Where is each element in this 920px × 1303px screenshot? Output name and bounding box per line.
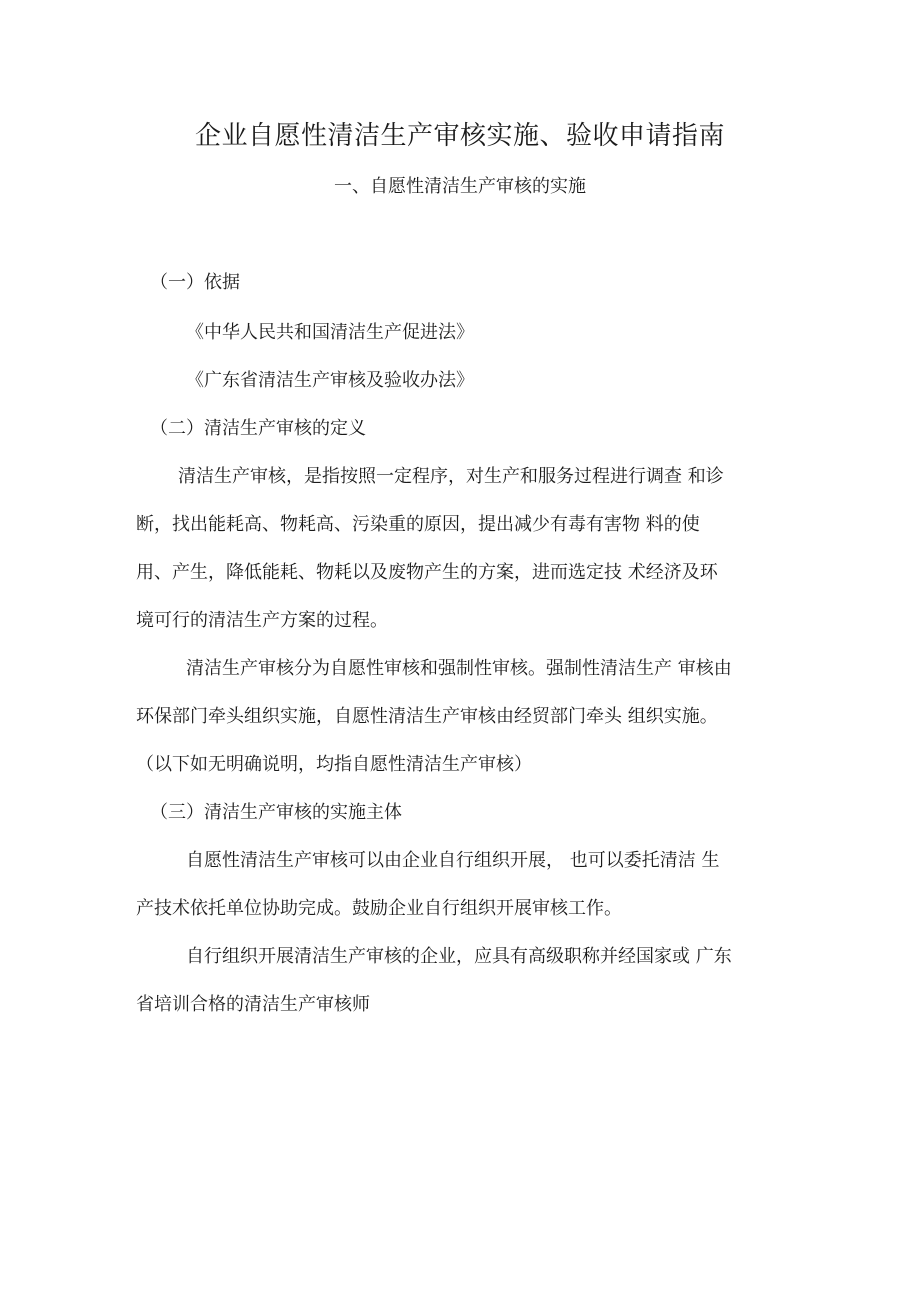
section-heading-subject: （三）清洁生产审核的实施主体 [150, 802, 402, 823]
paragraph-line: 境可行的清洁生产方案的过程。 [136, 610, 388, 631]
paragraph-line: 断，找出能耗高、物耗高、污染重的原因，提出减少有毒有害物 料的使 [136, 514, 700, 535]
paragraph-line: 环保部门牵头组织实施，自愿性清洁生产审核由经贸部门牵头 组织实施。 [136, 706, 718, 727]
paragraph-line: 用、产生，降低能耗、物耗以及废物产生的方案，进而选定技 术经济及环 [136, 562, 718, 583]
basis-item: 《广东省清洁生产审核及验收办法》 [186, 370, 474, 391]
paragraph-line: 自行组织开展清洁生产审核的企业，应具有高级职称并经国家或 广东 [186, 946, 732, 967]
paragraph-line: 清洁生产审核分为自愿性审核和强制性审核。强制性清洁生产 审核由 [186, 658, 732, 679]
paragraph-line: 自愿性清洁生产审核可以由企业自行组织开展， 也可以委托清洁 生 [186, 850, 720, 871]
document-subtitle: 一、自愿性清洁生产审核的实施 [334, 176, 586, 197]
paragraph-line: 省培训合格的清洁生产审核师 [136, 994, 370, 1015]
section-heading-basis: （一）依据 [150, 272, 240, 293]
basis-item: 《中华人民共和国清洁生产促进法》 [186, 322, 474, 343]
document-title: 企业自愿性清洁生产审核实施、验收申请指南 [194, 121, 725, 151]
paragraph-line: （以下如无明确说明，均指自愿性清洁生产审核） [136, 754, 532, 775]
section-heading-definition: （二）清洁生产审核的定义 [150, 418, 366, 439]
paragraph-line: 清洁生产审核，是指按照一定程序，对生产和服务过程进行调查 和诊 [178, 466, 724, 487]
paragraph-line: 产技术依托单位协助完成。鼓励企业自行组织开展审核工作。 [136, 898, 622, 919]
